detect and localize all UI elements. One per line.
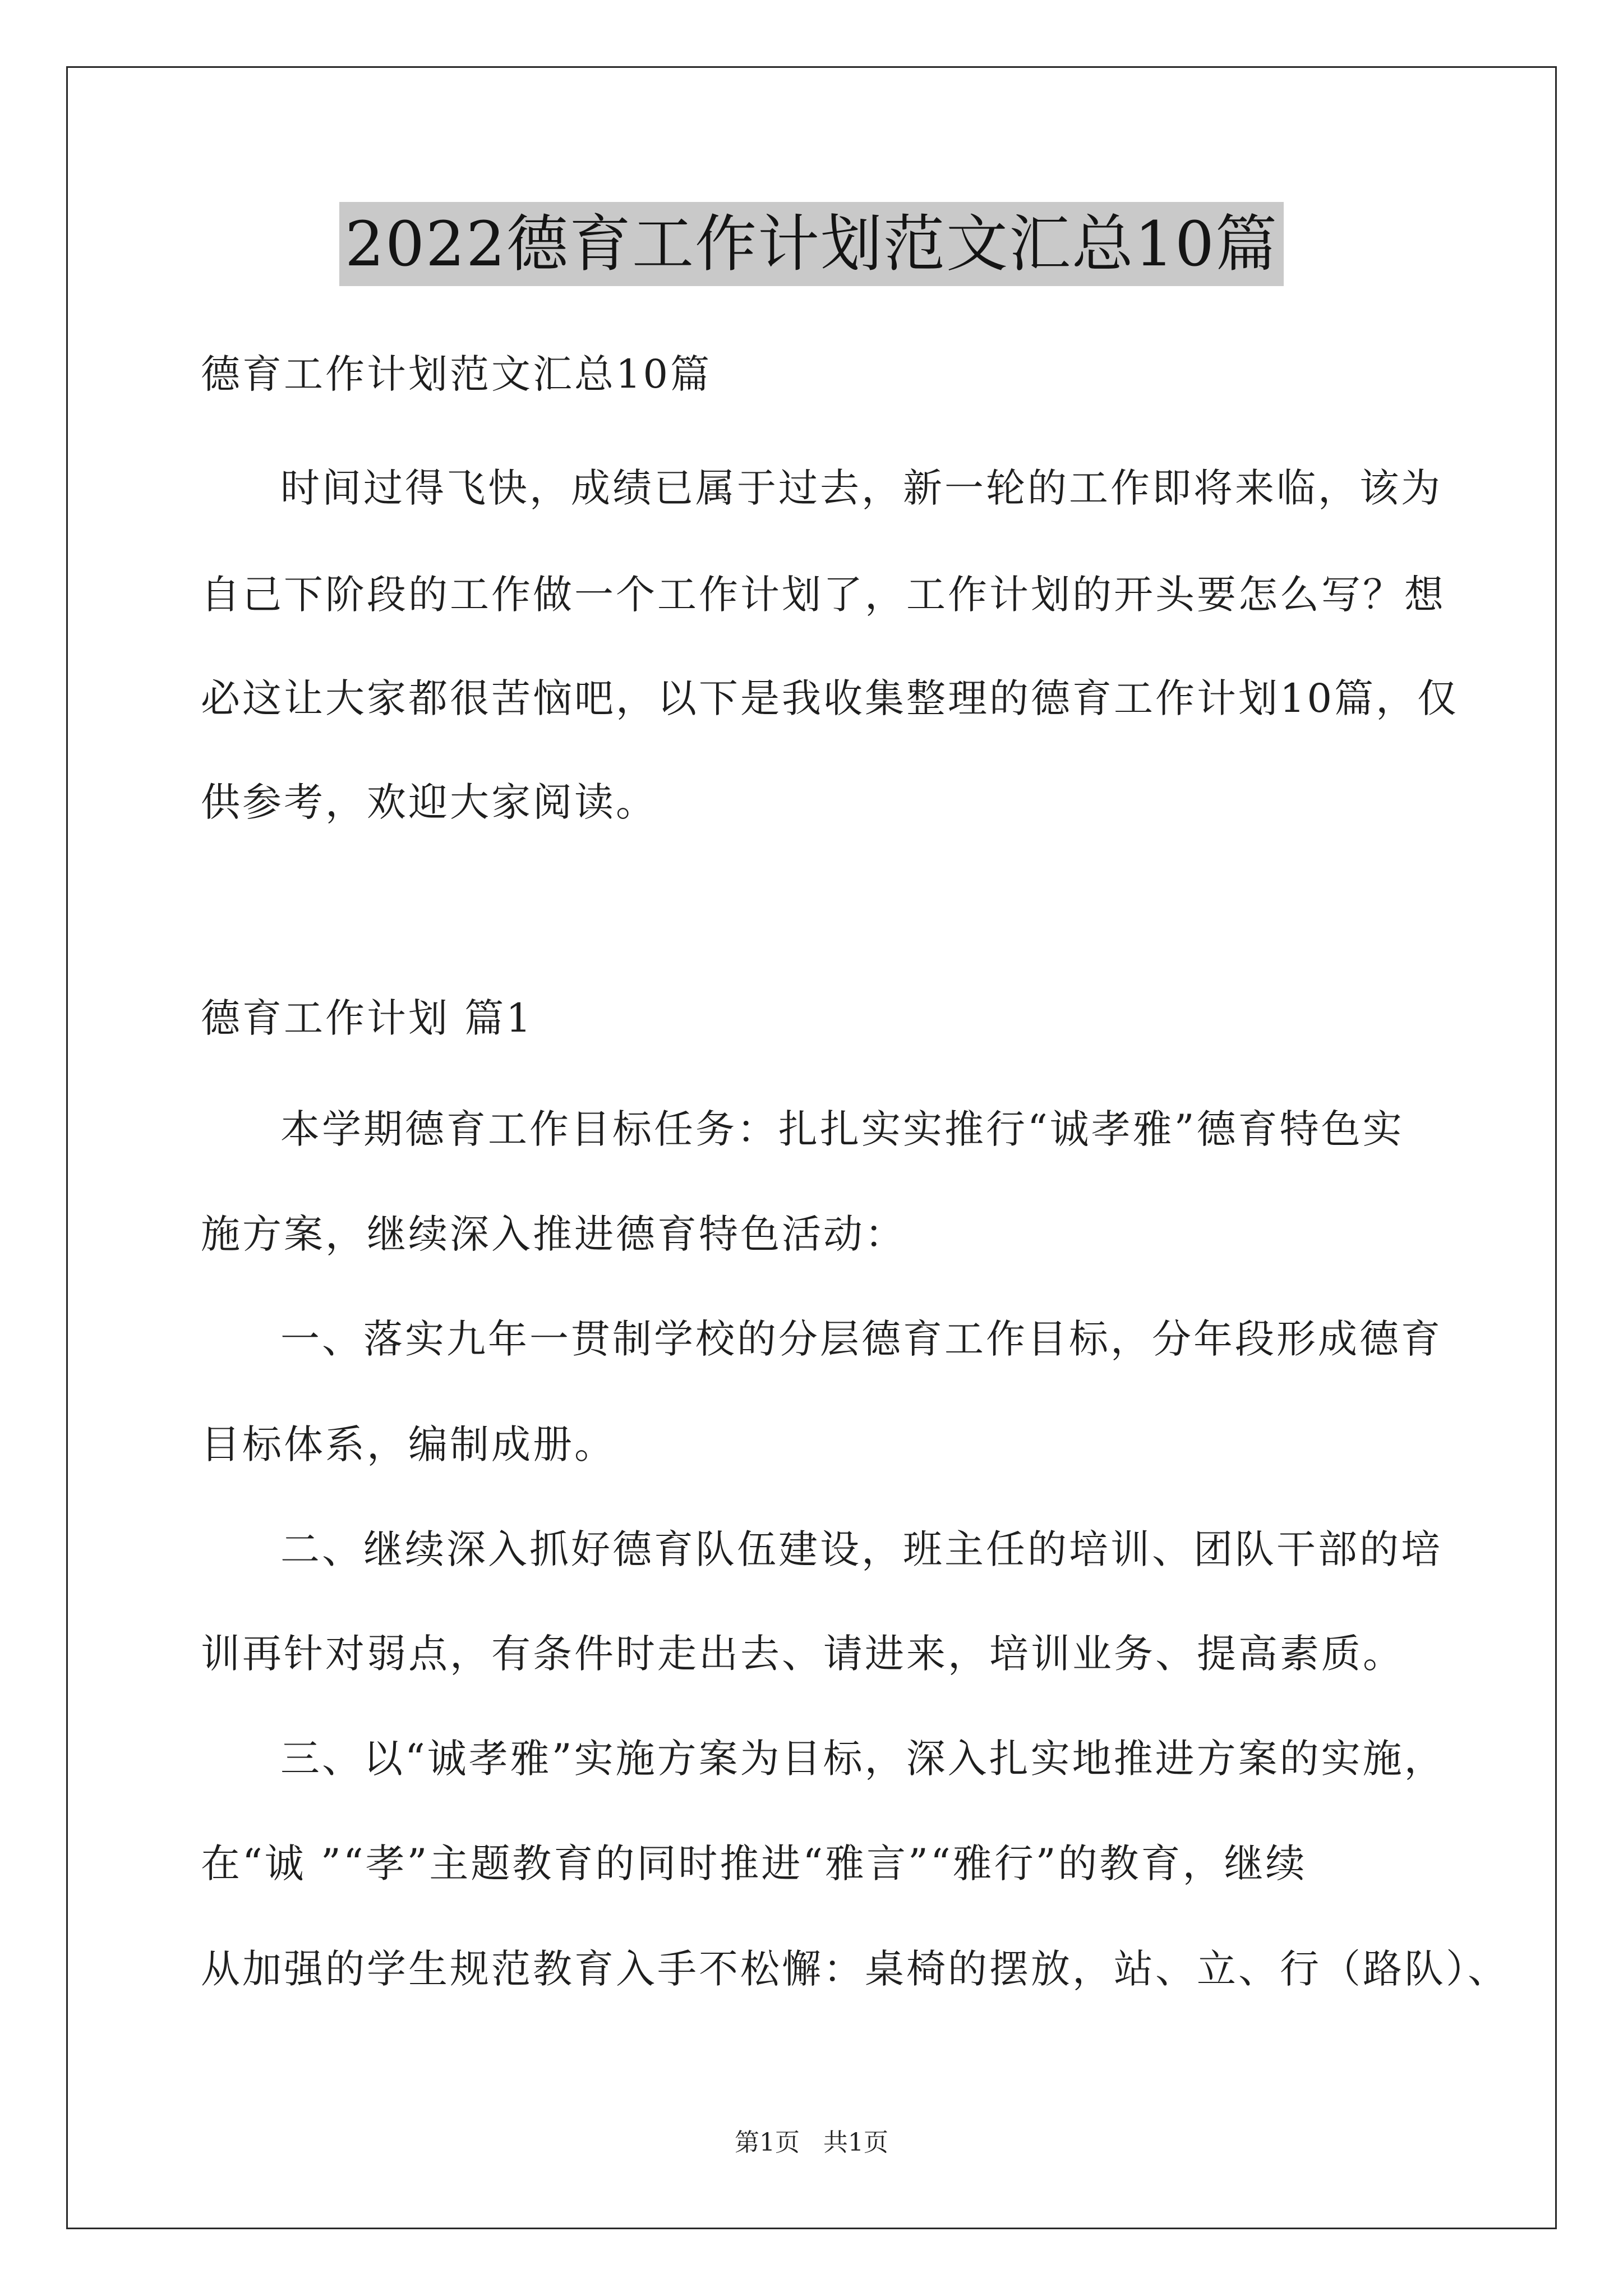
body-line-8: 在“诚 ”“孝”主题教育的同时推进“雅言”“雅行”的教育，继续 (201, 1841, 1307, 1887)
document-title: 2022德育工作计划范文汇总10篇 (339, 202, 1284, 286)
document-subtitle: 德育工作计划范文汇总10篇 (201, 351, 712, 397)
section-heading: 德育工作计划 篇1 (201, 995, 533, 1041)
page-number-total: 共1页 (823, 2128, 888, 2157)
intro-line-2: 自己下阶段的工作做一个工作计划了，工作计划的开头要怎么写？想 (201, 572, 1446, 618)
body-line-4: 目标体系，编制成册。 (201, 1421, 616, 1467)
body-line-9: 从加强的学生规范教育入手不松懈：桌椅的摆放，站、立、行（路队）、 (201, 1946, 1509, 1992)
body-line-3: 一、落实九年一贯制学校的分层德育工作目标，分年段形成德育 (280, 1316, 1442, 1362)
body-line-1: 本学期德育工作目标任务：扎扎实实推行“诚孝雅”德育特色实 (280, 1106, 1404, 1152)
intro-line-4: 供参考，欢迎大家阅读。 (201, 779, 657, 825)
body-line-2: 施方案，继续深入推进德育特色活动： (201, 1211, 906, 1257)
body-line-6: 训再针对弱点，有条件时走出去、请进来，培训业务、提高素质。 (201, 1631, 1404, 1677)
title-container (0, 202, 1623, 286)
body-line-7: 三、以“诚孝雅”实施方案为目标，深入扎实地推进方案的实施， (280, 1736, 1446, 1782)
intro-line-3: 必这让大家都很苦恼吧，以下是我收集整理的德育工作计划10篇，仅 (201, 675, 1459, 721)
intro-line-1: 时间过得飞快，成绩已属于过去，新一轮的工作即将来临，该为 (280, 465, 1442, 511)
body-line-5: 二、继续深入抓好德育队伍建设，班主任的培训、团队干部的培 (280, 1526, 1442, 1572)
page-footer (0, 2126, 1623, 2160)
page-number-current: 第1页 (735, 2128, 800, 2157)
